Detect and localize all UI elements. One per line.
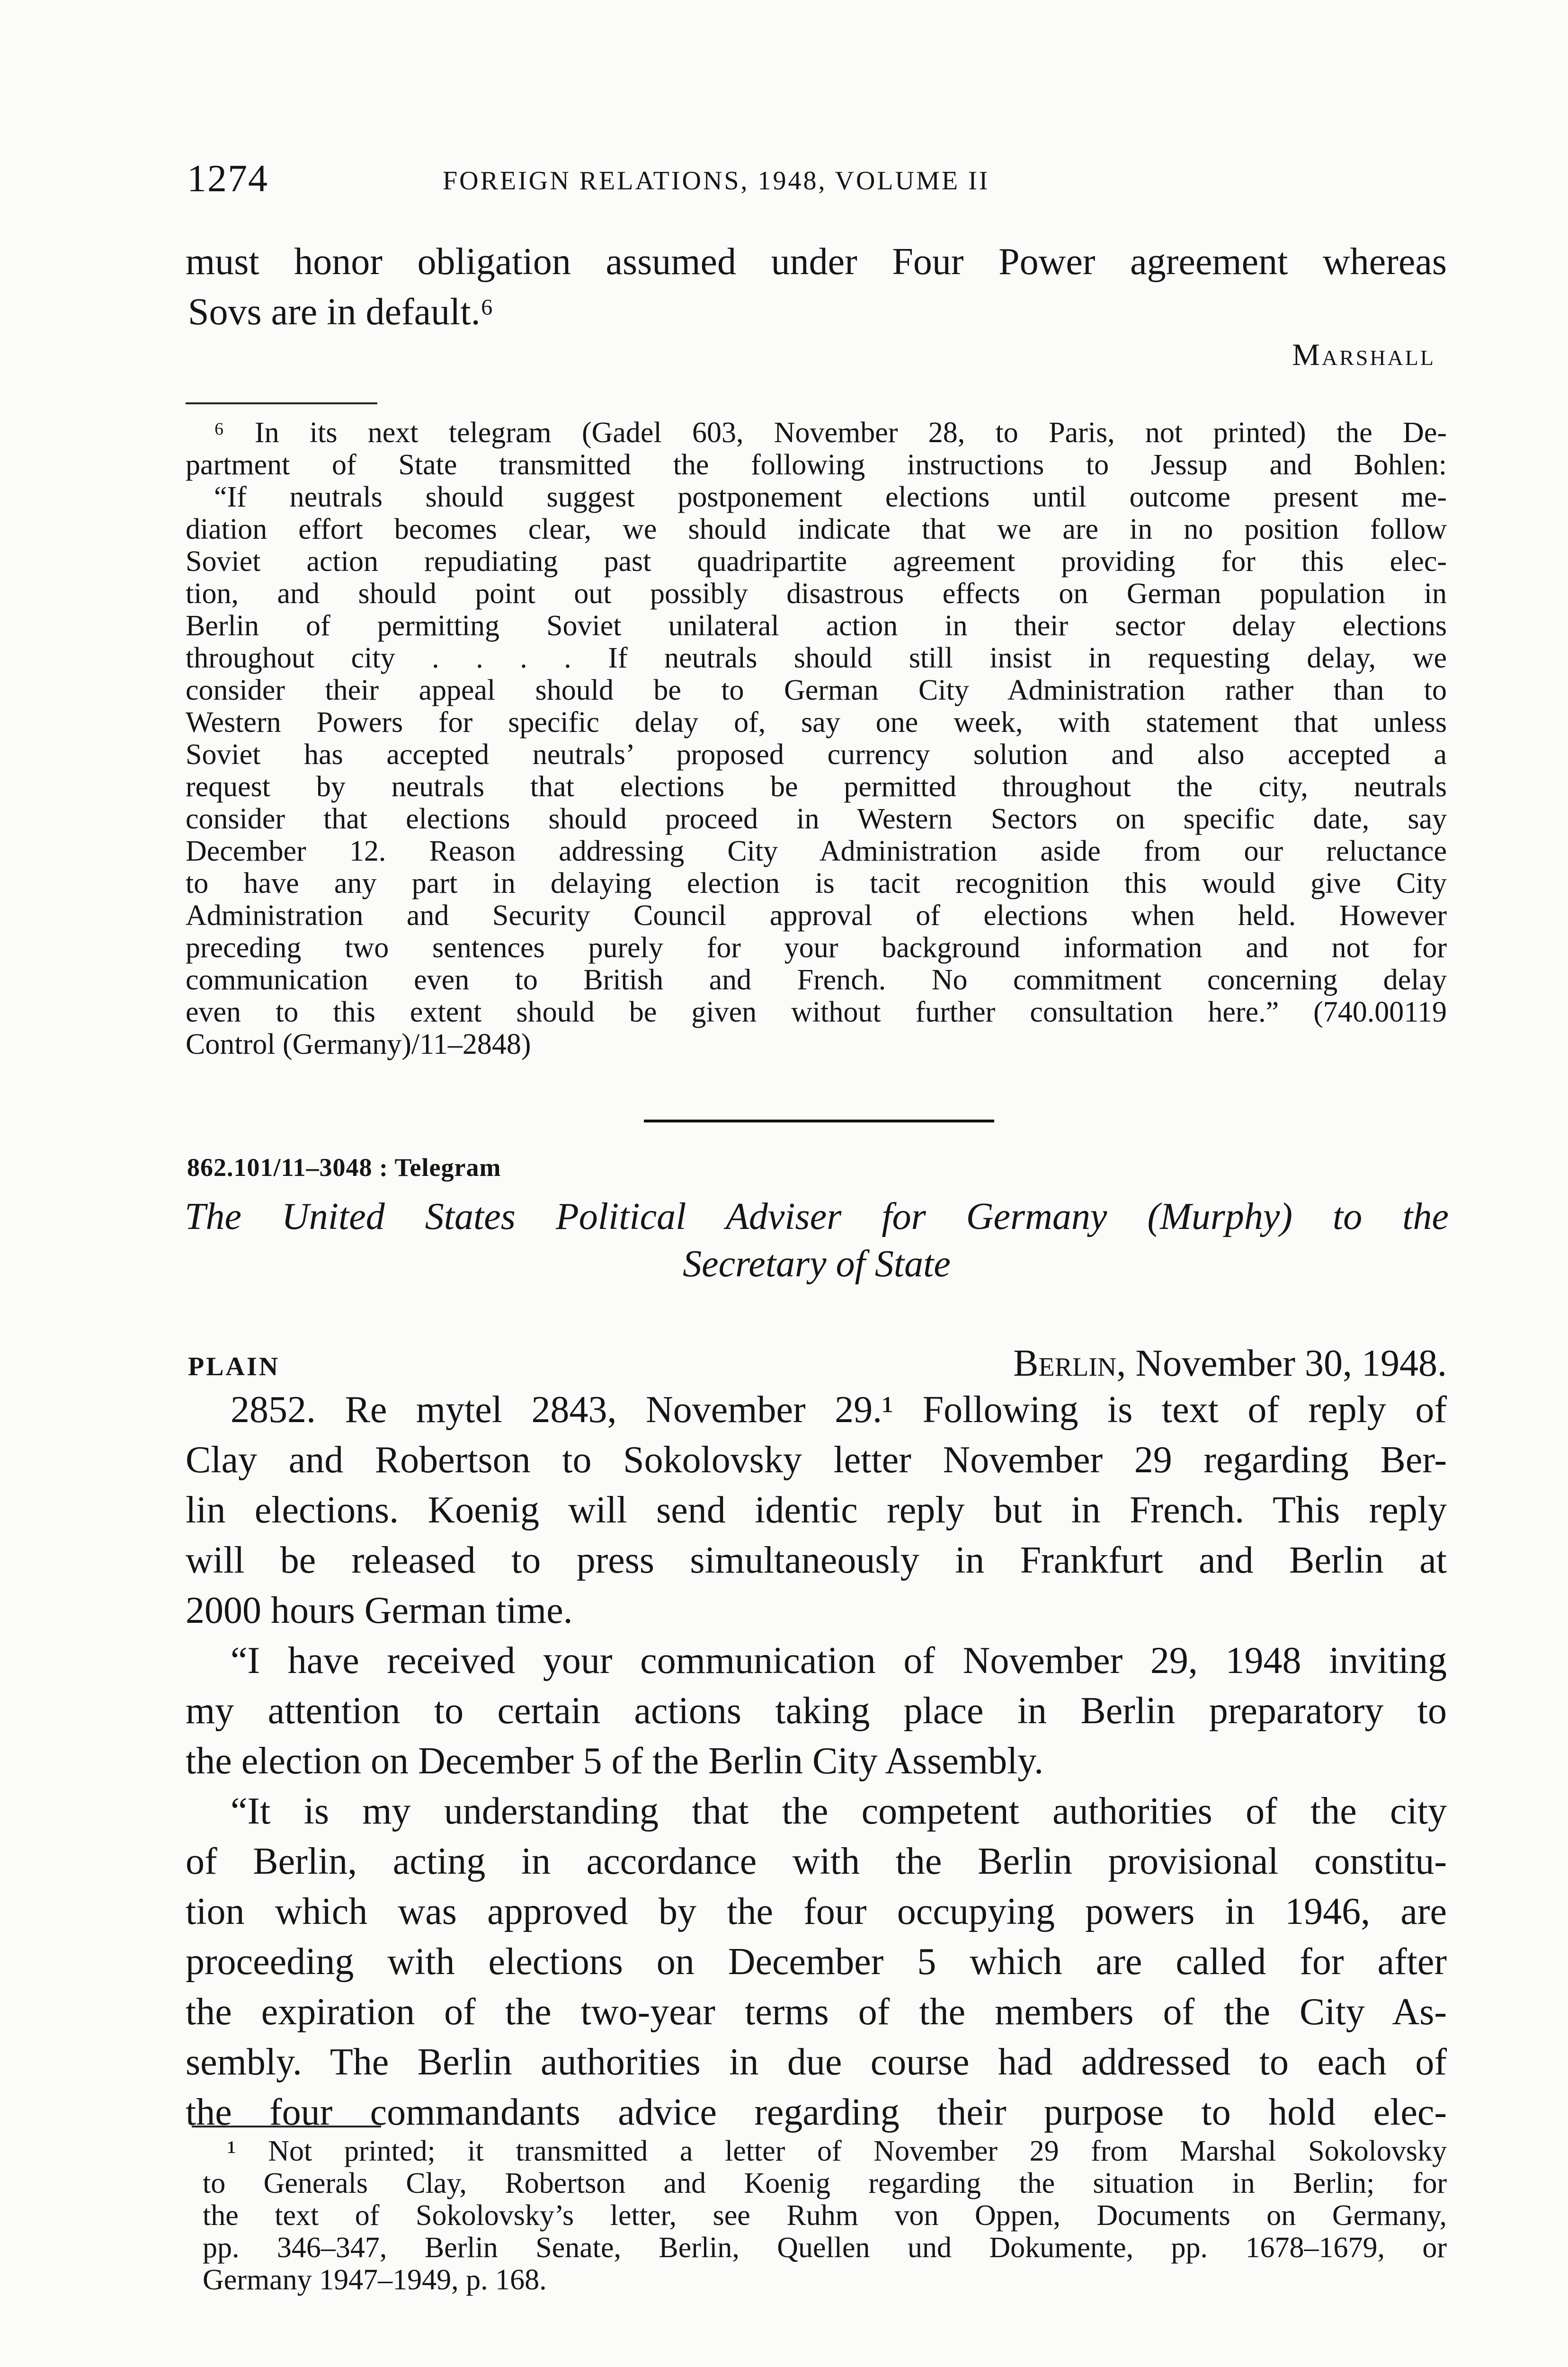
text-line: the election on December 5 of the Berlin City Assembly. [186, 1740, 1044, 1782]
page-number: 1274 [187, 157, 268, 200]
dateline [1013, 1342, 1447, 1385]
text-line: will be released to press simultaneously in Frankfurt and Berlin at [186, 1539, 1447, 1581]
section-divider [644, 1120, 994, 1122]
footnote-line: Berlin of permitting Soviet unilateral action in their sector delay elections [186, 610, 1447, 642]
footnote-line: ⁶ In its next telegram (Gadel 603, November 28, to Paris, not printed) the De- [214, 417, 1447, 449]
continuation-paragraph [186, 237, 1447, 337]
dateline-date: , November 30, 1948. [1116, 1343, 1447, 1384]
footnote-line: communication even to British and French. No commitment concerning delay [186, 964, 1447, 996]
page-header [187, 156, 1446, 199]
dateline-row [186, 1342, 1447, 1389]
footnote-divider [192, 2126, 381, 2127]
footnote-line: December 12. Reason addressing City Administration aside from our reluctance [186, 835, 1447, 867]
footnote-line: ¹ Not printed; it transmitted a letter of November 29 from Marshal Sokolovsky [227, 2135, 1447, 2167]
footnote-line: to have any part in delaying election is tacit recognition this would give City [186, 867, 1447, 899]
dateline-place: Berlin [1013, 1343, 1117, 1384]
footnote-line: Administration and Security Council approval of elections when held. However [186, 899, 1447, 932]
classification-label: PLAIN [188, 1352, 280, 1381]
text-line: “It is my understanding that the competent authorities of the city [231, 1790, 1447, 1832]
text-line: proceeding with elections on December 5 which are called for after [186, 1941, 1447, 1983]
footnote-line: Germany 1947–1949, p. 168. [203, 2264, 547, 2296]
footnote-line: “If neutrals should suggest postponement elections until outcome present me- [214, 481, 1447, 513]
footnote-line: Control (Germany)/11–2848) [186, 1028, 531, 1060]
footnote-line: consider that elections should proceed in Western Sectors on specific date, say [186, 803, 1447, 835]
text-line: the four commandants advice regarding their purpose to hold elec- [186, 2091, 1447, 2133]
title-line: The United States Political Adviser for Germany (Murphy) to the [185, 1196, 1449, 1237]
footnote-line: Western Powers for specific delay of, say one week, with statement that unless [186, 706, 1447, 739]
text-line: 2000 hours German time. [186, 1590, 573, 1631]
text-line: “I have received your communication of November 29, 1948 inviting [231, 1640, 1447, 1682]
footnote-divider [186, 402, 377, 404]
footnote-1 [194, 2135, 1447, 2296]
footnote-line: Soviet has accepted neutrals’ proposed currency solution and also accepted a [186, 739, 1447, 771]
footnote-line: the text of Sokolovsky’s letter, see Ruhm von Oppen, Documents on Germany, [203, 2199, 1447, 2232]
text-line: 2852. Re mytel 2843, November 29.¹ Following is text of reply of [231, 1389, 1447, 1431]
text-line: tion which was approved by the four occupying powers in 1946, are [186, 1891, 1447, 1932]
footnote-line: tion, and should point out possibly disastrous effects on German population in [186, 578, 1447, 610]
text-line: lin elections. Koenig will send identic reply but in French. This reply [186, 1489, 1447, 1531]
running-head: FOREIGN RELATIONS, 1948, VOLUME II [443, 166, 990, 196]
footnote-line: throughout city . . . . If neutrals should still insist in requesting delay, we [186, 642, 1447, 674]
footnote-line: diation effort becomes clear, we should indicate that we are in no position follow [186, 513, 1447, 545]
footnote-line: Soviet action repudiating past quadripartite agreement providing for this elec- [186, 545, 1447, 578]
telegram-body [186, 1385, 1447, 2137]
text-line: the expiration of the two-year terms of the members of the City As- [186, 1991, 1447, 2033]
footnote-line: consider their appeal should be to German City Administration rather than to [186, 674, 1447, 706]
footnote-line: to Generals Clay, Robertson and Koenig regarding the situation in Berlin; for [203, 2167, 1447, 2199]
text-line: of Berlin, acting in accordance with the Berlin provisional constitu- [186, 1841, 1447, 1882]
signature: Marshall [1292, 338, 1435, 372]
footnote-line: preceding two sentences purely for your background information and not for [186, 932, 1447, 964]
footnote-6 [186, 417, 1447, 1060]
footnote-line: partment of State transmitted the following instructions to Jessup and Bohlen: [186, 449, 1447, 481]
footnote-line: pp. 346–347, Berlin Senate, Berlin, Quellen und Dokumente, pp. 1678–1679, or [203, 2232, 1447, 2264]
text-line: must honor obligation assumed under Four Power agreement whereas [186, 241, 1447, 283]
footnote-line: even to this extent should be given without further consultation here.” (740.00119 [186, 996, 1447, 1028]
text-line: my attention to certain actions taking place in Berlin preparatory to [186, 1690, 1447, 1732]
footnote-line: request by neutrals that elections be permitted throughout the city, neutrals [186, 771, 1447, 803]
text-line: Clay and Robertson to Sokolovsky letter November 29 regarding Ber- [186, 1439, 1447, 1481]
text-line: Sovs are in default.⁶ [188, 291, 494, 333]
title-line: Secretary of State [683, 1243, 951, 1285]
text-line: sembly. The Berlin authorities in due course had addressed to each of [186, 2041, 1447, 2083]
file-reference: 862.101/11–3048 : Telegram [187, 1153, 501, 1182]
